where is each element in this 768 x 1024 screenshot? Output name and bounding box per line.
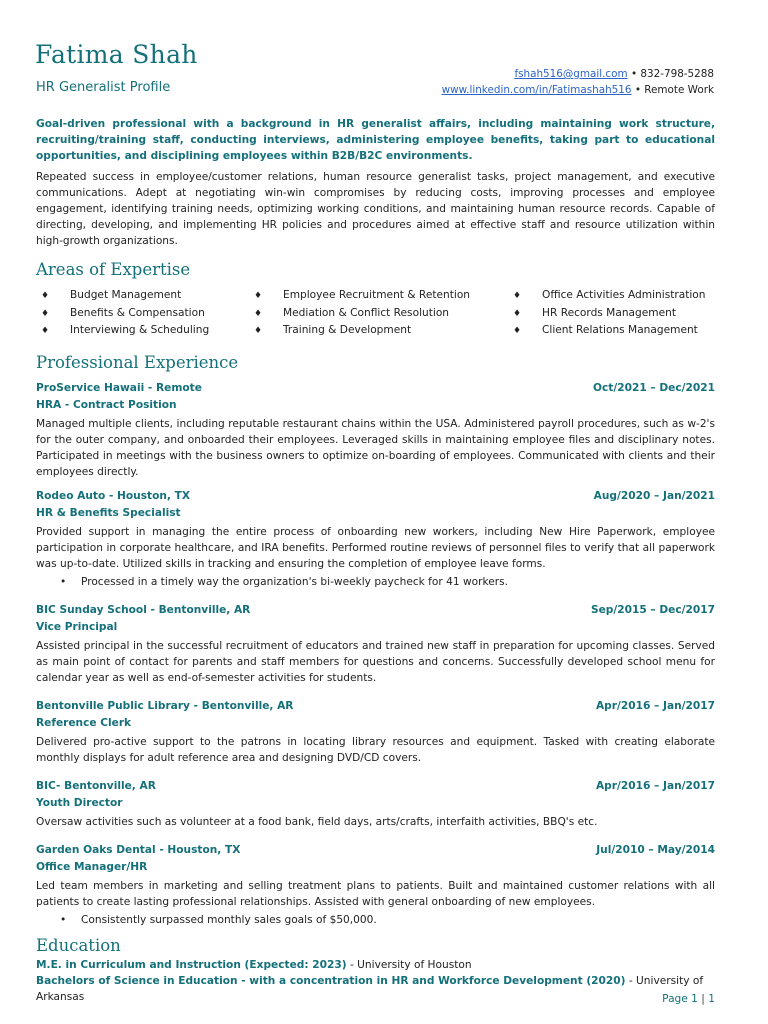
education-heading: Education	[36, 935, 121, 955]
expertise-item	[508, 305, 708, 323]
contact-separator: •	[634, 84, 641, 96]
job-title: HR & Benefits Specialist	[36, 506, 181, 519]
diamond-bullet-icon: ♦	[41, 291, 50, 301]
job-description: Oversaw activities such as volunteer at a food bank, field days, arts/crafts, interfaith activities, BBQ's etc.	[36, 815, 598, 828]
linkedin-link[interactable]: www.linkedin.com/in/Fatimashah516	[441, 84, 632, 96]
expertise-item-label: Training & Development	[283, 324, 412, 336]
expertise-item-label: HR Records Management	[542, 306, 676, 319]
email-link[interactable]: fshah516@gmail.com	[514, 68, 628, 80]
education-entry	[36, 957, 715, 973]
page-number: Page 1	[662, 993, 698, 1005]
job-achievements	[36, 912, 715, 928]
job-title: Office Manager/HR	[36, 860, 148, 873]
diamond-bullet-icon: ♦	[41, 308, 50, 319]
contact-separator: •	[630, 68, 638, 80]
contact-block	[442, 66, 714, 98]
expertise-item-label: Employee Recruitment & Retention	[283, 289, 471, 301]
job-achievement: • Consistently surpassed monthly sales goals of $50,000.	[81, 912, 715, 928]
diamond-bullet-icon: ♦	[513, 308, 522, 319]
diamond-bullet-icon: ♦	[513, 291, 522, 301]
job-description: Managed multiple clients, including reputable restaurant chains within the USA. Administered payroll procedures, such as w-2's for the outer company, and onboarded their employees. Leveraged skills in maintaining employee files and disciplinary notes. Participated in meetings with the business owners to optimize on-boarding of employees. Communicated with clients and their employees directly.	[36, 417, 715, 478]
expertise-item	[508, 322, 708, 340]
job-entry	[36, 380, 715, 480]
summary-headline: Goal-driven professional with a background in HR generalist affairs, including maintaining work structure, recruiting/training staff, conducting interviews, administering employee benefits, taking part to educational opportunities, and disciplining employees within B2B/B2C environments.	[36, 118, 715, 162]
expertise-item	[249, 305, 508, 323]
work-mode: Remote Work	[644, 84, 714, 96]
job-company: Bentonville Public Library - Bentonville, AR	[36, 699, 294, 712]
job-header	[36, 842, 715, 858]
diamond-bullet-icon: ♦	[513, 326, 522, 336]
job-company: Garden Oaks Dental - Houston, TX	[36, 843, 241, 856]
job-header	[36, 380, 715, 396]
job-title: Vice Principal	[36, 620, 118, 633]
job-description: Led team members in marketing and selling treatment plans to patients. Built and maintained customer relations with all patients to create lasting professional relationships. Assisted with general onboarding of new employees.	[36, 879, 715, 908]
expertise-grid	[36, 287, 715, 340]
job-entry	[36, 842, 715, 928]
job-dates: Apr/2016 – Jan/2017	[595, 699, 715, 712]
contact-line-1	[442, 66, 714, 82]
profile-subtitle: HR Generalist Profile	[36, 80, 171, 95]
experience-heading: Professional Experience	[36, 352, 239, 372]
job-dates: Oct/2021 – Dec/2021	[593, 381, 715, 394]
job-description: Delivered pro-active support to the patrons in locating library resources and equipment. Tasked with creating elaborate monthly displays for adult reference area and designing DVD/CD covers.	[36, 735, 715, 764]
job-company: BIC Sunday School - Bentonville, AR	[36, 603, 251, 616]
education-list	[36, 957, 715, 1005]
job-dates: Jul/2010 – May/2014	[596, 843, 715, 856]
expertise-column	[508, 287, 708, 340]
expertise-item-label: Budget Management	[70, 289, 182, 301]
candidate-name: Fatima Shah	[35, 40, 198, 69]
job-header	[36, 778, 715, 794]
job-title: HRA - Contract Position	[36, 398, 177, 411]
diamond-bullet-icon: ♦	[254, 291, 263, 301]
expertise-item	[36, 305, 249, 323]
expertise-item-label: Benefits & Compensation	[70, 306, 205, 319]
job-dates: Apr/2016 – Jan/2017	[595, 779, 715, 792]
job-company: ProService Hawaii - Remote	[36, 381, 202, 394]
education-school: - University of Houston	[346, 958, 472, 971]
education-degree: M.E. in Curriculum and Instruction (Expected: 2023)	[36, 958, 347, 971]
job-entry	[36, 602, 715, 686]
job-entry	[36, 698, 715, 766]
job-title: Youth Director	[36, 796, 123, 809]
experience-list	[36, 380, 715, 928]
expertise-item-label: Interviewing & Scheduling	[70, 324, 210, 336]
diamond-bullet-icon: ♦	[254, 326, 263, 336]
job-company: BIC- Bentonville, AR	[36, 779, 156, 792]
resume-content	[36, 116, 715, 1005]
job-header	[36, 488, 715, 504]
expertise-heading: Areas of Expertise	[36, 260, 191, 279]
diamond-bullet-icon: ♦	[41, 326, 50, 336]
diamond-bullet-icon: ♦	[254, 308, 263, 319]
job-header	[36, 602, 715, 618]
job-dates: Sep/2015 – Dec/2017	[590, 603, 715, 616]
job-achievements	[36, 574, 715, 590]
page-separator: |	[701, 993, 705, 1005]
expertise-item-label: Client Relations Management	[542, 324, 698, 336]
job-header	[36, 698, 715, 714]
job-title: Reference Clerk	[36, 716, 132, 729]
job-description: Assisted principal in the successful recruitment of educators and trained new staff in preparation for upcoming classes. Served as main point of contact for parents and staff members for questions and concerns. Successfully developed school menu for calendar year as well as end-of-semester activities for students.	[36, 639, 715, 684]
expertise-item	[36, 322, 249, 340]
expertise-column	[36, 287, 249, 340]
education-degree: Bachelors of Science in Education - with a concentration in HR and Workforce Development (2020)	[36, 974, 626, 987]
education-school: - University of Arkansas	[36, 974, 704, 1003]
job-dates: Aug/2020 – Jan/2021	[593, 489, 715, 502]
expertise-item	[36, 287, 249, 305]
expertise-item	[508, 287, 708, 305]
job-achievement: • Processed in a timely way the organization's bi-weekly paycheck for 41 workers.	[81, 574, 715, 590]
job-description: Provided support in managing the entire process of onboarding new workers, including New Hire Paperwork, employee participation in corporate healthcare, and IRA benefits. Performed routine reviews of personnel files to verify that all paperwork was up-to-date. Utilized skills in tracking and ensuring the completion of employee leave forms.	[36, 525, 715, 570]
expertise-item	[249, 287, 508, 305]
expertise-item	[249, 322, 508, 340]
page-footer	[662, 993, 715, 1005]
expertise-item-label: Mediation & Conflict Resolution	[283, 306, 450, 319]
expertise-item-label: Office Activities Administration	[542, 289, 706, 301]
contact-line-2	[442, 82, 714, 98]
phone-number: 832-798-5288	[640, 68, 714, 80]
summary-body: Repeated success in employee/customer relations, human resource generalist tasks, project management, and executive communications. Adept at negotiating win-win compromises by reducing costs, improving processes and employee engagement, identifying training needs, optimizing working conditions, and maintaining human resource records. Capable of directing, developing, and implementing HR policies and procedures aimed at effective staff and resource utilization within high-growth organizations.	[36, 171, 715, 247]
expertise-column	[249, 287, 508, 340]
job-entry	[36, 778, 715, 830]
page-total: 1	[708, 993, 715, 1005]
job-entry	[36, 488, 715, 590]
education-entry	[36, 973, 715, 1005]
job-company: Rodeo Auto - Houston, TX	[36, 489, 191, 502]
